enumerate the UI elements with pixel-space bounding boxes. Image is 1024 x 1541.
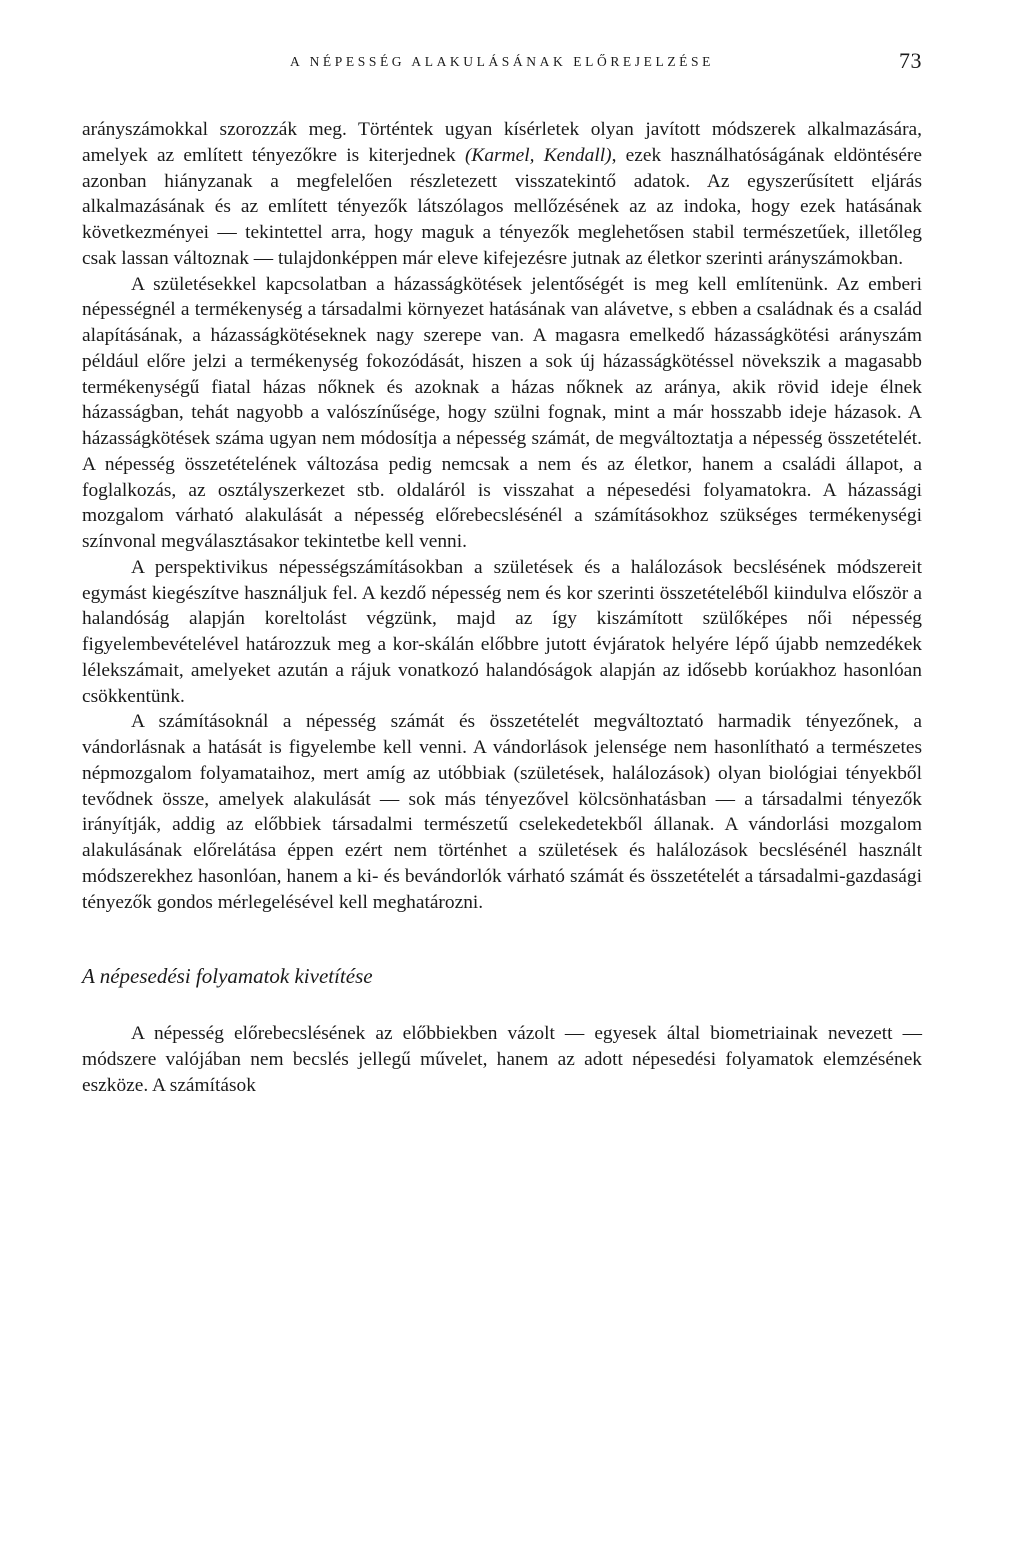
body-text: [82, 117, 922, 1099]
paragraph-marriages: A születésekkel kapcsolatban a házasságkötések jelentőségét is meg kell említenünk. Az emberi népességnél a termékenység a társadalmi környezet hatásának van alávetve, s ebben a családnak és a család alapításának, a házasságkötéseknek nagy szerepe van. A magasra emelkedő házasságkötési arányszám például előre jelzi a termékenység fokozódását, hiszen a sok új házasságkötéssel növekszik a magasabb termékenységű fiatal házas nőknek és azoknak a házas nőknek az aránya, akik rövid ideje élnek házasságban, tehát nagyobb a valószínűsége, hogy szülni fognak, mint a már hosszabb ideje házasok. A házasságkötések száma ugyan nem módosítja a népesség számát, de megváltoztatja a népesség összetételét. A népesség összetételének változása pedig nemcsak a nem és az életkor, hanem a családi állapot, a foglalkozás, az osztályszerkezet stb. oldaláról is visszahat a népesedési folyamatokra. A házassági mozgalom várható alakulását a népesség előrebecslésénél a számításokhoz szükséges termékenységi színvonal megválasztásakor tekintetbe kell venni.: [82, 273, 922, 552]
paragraph-migration: A számításoknál a népesség számát és összetételét megváltoztató harmadik tényezőnek, a vándorlásnak a hatását is figyelembe kell venni. A vándorlások jelensége nem hasonlítható a természetes népmozgalom folyamataihoz, mert amíg az utóbbiak (születések, halálozások) olyan biológiai tényekből tevődnek össze, amelyek alakulását — sok más tényezővel kölcsönhatásban — a társadalmi tényezők irányítják, addig az előbbiek társadalmi természetű cselekedetekből állanak. A vándorlási mozgalom alakulásának előrelátása éppen ezért nem történhet a születések és halálozások becslésénél használt módszerekhez hasonlóan, hanem a ki- és bevándorlók várható számát és összetételét a társadalmi-gazdasági tényezők gondos mérlegelésével kell meghatározni.: [82, 711, 922, 913]
paragraph-text: arányszámokkal szorozzák meg. Történtek ugyan kísérletek olyan javított módszerek alkalmazására, amelyek az említett tényezőkre is kiterjednek: [82, 119, 922, 166]
paragraph-projection-methods: A perspektivikus népességszámításokban a születések és a halálozások becslésének módszereit egymást kiegészítve használjuk fel. A kezdő népesség nem és kor szerinti összetételéből kiindulva először a halandóság alapján koreltolást végzünk, majd az így kiszámított szülőképes női népesség figyelembevételével határozzuk meg a kor-skálán előbbre jutott évjáratok helyére lépő újabb nemzedékek lélekszámait, amelyeket azután a rájuk vonatkozó halandóságok alapján az idősebb korúakhoz hasonlóan csökkentünk.: [82, 556, 922, 707]
paragraph-continuation: [82, 117, 922, 272]
citation-names: (Karmel, Kendall): [464, 144, 612, 166]
running-title: A NÉPESSÉG ALAKULÁSÁNAK ELŐREJELZÉSE: [290, 54, 714, 69]
paragraph-section-intro: A népesség előrebecslésének az előbbiekben vázolt — egyesek által biometriainak nevezett — módszere valójában nem becslés jellegű művelet, hanem az adott népesedési folyamatok elemzésének eszköze. A számítások: [82, 1023, 922, 1096]
running-header: [82, 48, 922, 78]
page-number: 73: [899, 48, 922, 73]
section-heading: A népesedési folyamatok kivetítése: [82, 964, 373, 989]
paragraph-text: , ezek használhatóságának eldöntésére azonban hiányzanak a megfelelően részletezett visszatekintő adatok. Az egyszerűsített eljárás alkalmazásának és az említett tényezők látszólagos mellőzésének az az indoka, hogy ezek hatásának következményei — tekintettel arra, hogy maguk a tényezők meglehetősen stabil természetűek, illetőleg csak lassan változnak — tulajdonképpen már eleve kifejezésre jutnak az életkor szerinti arányszámokban.: [82, 144, 922, 269]
